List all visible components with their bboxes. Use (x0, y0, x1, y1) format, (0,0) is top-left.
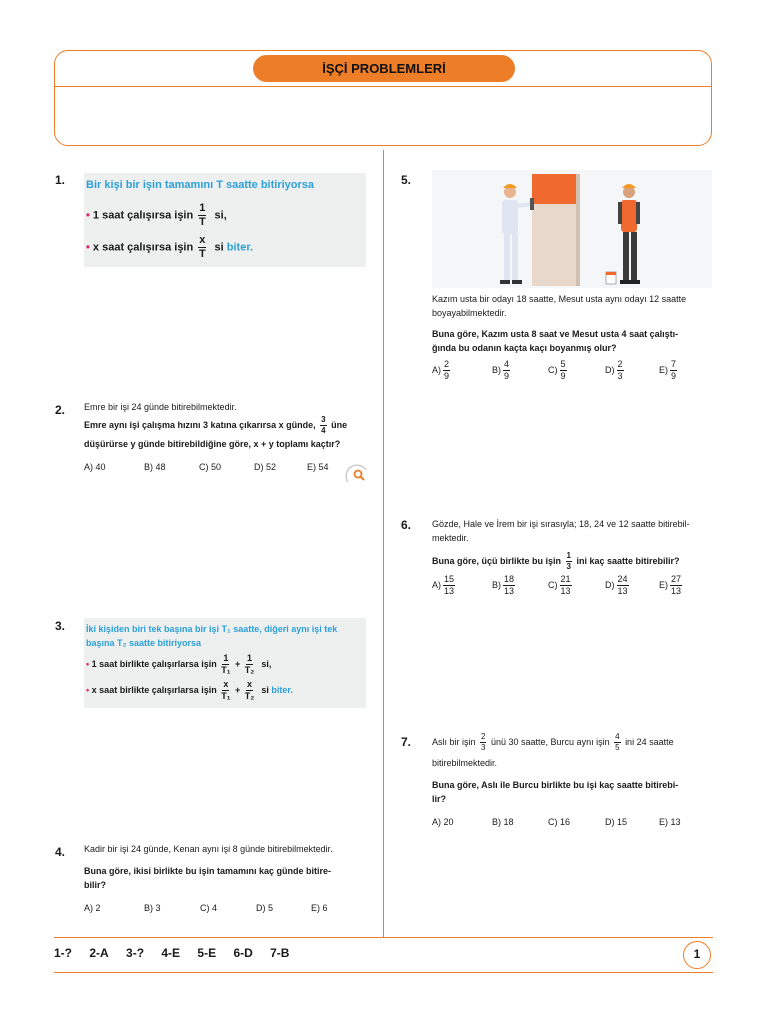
choices (432, 575, 712, 601)
header-divider (55, 86, 711, 87)
question-text: Buna göre, Kazım usta 8 saat ve Mesut usta 4 saat çalıştı- (432, 329, 679, 339)
painters-illustration (432, 170, 712, 288)
page-number: 1 (683, 941, 711, 969)
answer-item: 3-? (126, 946, 145, 960)
question-text: mektedir. (432, 533, 469, 543)
question-text: ğında bu odanın kaçta kaçı boyanmış olur? (432, 343, 617, 353)
choice-e[interactable]: E) 13 (659, 817, 681, 827)
info-title: Bir kişi bir işin tamamını T saatte bitiriyorsa (86, 179, 315, 191)
question-number: 2. (55, 403, 66, 417)
choice-b[interactable]: B) 3 (144, 903, 161, 913)
footer-divider-bottom (54, 972, 713, 973)
question-text: Kadir bir işi 24 günde, Kenan aynı işi 8 günde bitirebilmektedir. (84, 844, 333, 854)
page-title: İŞÇİ PROBLEMLERİ (253, 55, 515, 82)
search-icon[interactable] (345, 462, 369, 489)
choices (84, 462, 364, 476)
choice-d[interactable]: D) 52 (254, 462, 277, 472)
bullet-icon: • (86, 209, 90, 222)
question-number: 1. (55, 173, 66, 187)
choice-c[interactable]: C) 50 (199, 462, 222, 472)
question-text: Buna göre, ikisi birlikte bu işin tamamını kaç günde bitire- (84, 866, 332, 876)
choices (432, 817, 712, 831)
info-line-2: • x saat çalışırsa işin $\frac{x}{T}$ si biter. (86, 234, 254, 260)
question-text: düşürürse y günde bitirebildiğine göre, x + y toplamı kaçtır? (84, 439, 341, 449)
column-divider (383, 150, 384, 937)
choice-e[interactable]: E) $\frac{27}{13}$ (659, 574, 682, 596)
question-text: Emre aynı işi çalışma hızını 3 katına çıkarırsa x günde, $\frac{3}{4}$ üne (84, 415, 348, 435)
bullet-icon: • (86, 684, 90, 695)
choice-d[interactable]: D) $\frac{24}{13}$ (605, 574, 628, 596)
info-line-1: • 1 saat birlikte çalışırlarsa işin $\frac{1}{\text{T₁}}$ + $\frac{1}{\text{T₂}}$ si, (86, 653, 272, 675)
info-line-1: • 1 saat çalışırsa işin $\frac{1}{T}$ si, (86, 202, 227, 228)
answer-item: 4-E (161, 946, 181, 960)
info-box-q1 (84, 173, 366, 267)
bullet-icon: • (86, 658, 90, 669)
info-title: başına T₂ saatte bitiriyorsa (86, 638, 202, 648)
answer-item: 6-D (233, 946, 253, 960)
info-box-q3 (84, 618, 366, 708)
question-number: 5. (401, 173, 412, 187)
question-text: Gözde, Hale ve İrem bir işi sırasıyla; 18, 24 ve 12 saatte bitirebil- (432, 519, 690, 529)
choice-b[interactable]: B) 48 (144, 462, 166, 472)
question-text: boyayabilmektedir. (432, 308, 507, 318)
choices (84, 903, 364, 917)
question-text: bilir? (84, 880, 106, 890)
choice-d[interactable]: D) $\frac{2}{3}$ (605, 359, 623, 381)
choice-a[interactable]: A) 40 (84, 462, 106, 472)
question-text: Buna göre, Aslı ile Burcu birlikte bu işi kaç saatte bitirebi- (432, 780, 679, 790)
choice-e[interactable]: E) 54 (307, 462, 329, 472)
choice-a[interactable]: A) 20 (432, 817, 454, 827)
question-number: 7. (401, 735, 412, 749)
choice-a[interactable]: A) $\frac{2}{9}$ (432, 359, 450, 381)
info-title: İki kişiden biri tek başına bir işi T₁ saatte, diğeri aynı işi tek (86, 624, 338, 634)
choice-c[interactable]: C) 4 (200, 903, 218, 913)
answer-key (54, 946, 303, 960)
answer-item: 7-B (270, 946, 290, 960)
question-text: Kazım usta bir odayı 18 saatte, Mesut usta aynı odayı 12 saatte (432, 294, 687, 304)
choice-b[interactable]: B) 18 (492, 817, 514, 827)
choice-c[interactable]: C) 16 (548, 817, 571, 827)
choice-b[interactable]: B) $\frac{18}{13}$ (492, 574, 515, 596)
choice-d[interactable]: D) 15 (605, 817, 628, 827)
question-number: 3. (55, 619, 66, 633)
bullet-icon: • (86, 241, 90, 254)
choice-a[interactable]: A) 2 (84, 903, 101, 913)
question-number: 4. (55, 845, 66, 859)
choice-d[interactable]: D) 5 (256, 903, 274, 913)
answer-item: 2-A (89, 946, 109, 960)
choice-b[interactable]: B) $\frac{4}{9}$ (492, 359, 510, 381)
question-text: Emre bir işi 24 günde bitirebilmektedir. (84, 402, 237, 412)
question-text: bitirebilmektedir. (432, 758, 498, 768)
info-line-2: • x saat birlikte çalışırlarsa işin $\frac{x}{\text{T₁}}$ + $\frac{x}{\text{T₂}}$ si biter. (86, 679, 293, 701)
choice-c[interactable]: C) $\frac{21}{13}$ (548, 574, 571, 596)
answer-item: 1-? (54, 946, 72, 960)
answer-item: 5-E (197, 946, 217, 960)
choices (432, 360, 712, 386)
choice-e[interactable]: E) 6 (311, 903, 328, 913)
choice-c[interactable]: C) $\frac{5}{9}$ (548, 359, 566, 381)
choice-e[interactable]: E) $\frac{7}{9}$ (659, 359, 677, 381)
footer-divider-top (54, 937, 713, 938)
choice-a[interactable]: A) $\frac{15}{13}$ (432, 574, 455, 596)
question-text: Buna göre, üçü birlikte bu işin $\frac{1}{3}$ ini kaç saatte bitirebilir? (432, 551, 680, 571)
question-number: 6. (401, 518, 412, 532)
question-text: lir? (432, 794, 447, 804)
question-text: Aslı bir işin $\frac{2}{3}$ ünü 30 saatte, Burcu aynı işin $\frac{4}{5}$ ini 24 saatte (432, 732, 674, 752)
